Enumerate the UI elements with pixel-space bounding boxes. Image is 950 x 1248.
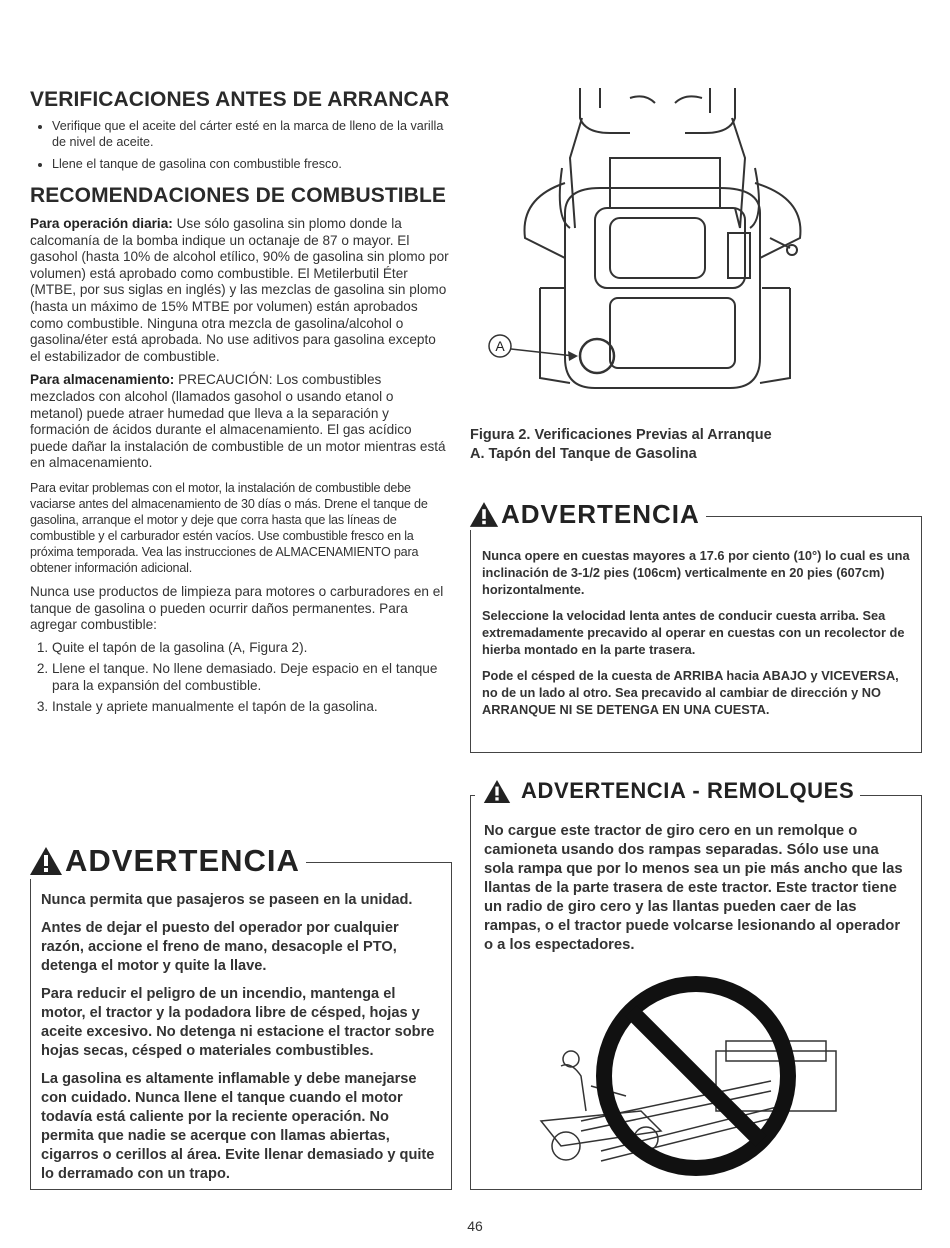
fuel-daily-paragraph (30, 216, 450, 365)
warning-box-trailers (470, 778, 922, 1190)
warning-box-slopes (470, 499, 922, 753)
fuel-storage-paragraph (30, 372, 450, 472)
warning-triangle-icon (469, 501, 499, 528)
figure-mower-fuel-cap (470, 88, 920, 418)
warning-triangle-icon (29, 846, 63, 876)
fuel-storage-text: PRECAUCIÓN: Los combustibles mezclados con alcohol (llamados gasohol o usando etanol o metanol) puede atraer humedad que lleva a la separación y formación de ácidos durante el almacenamiento. El gas acídico puede dañar la instalación de combustible de un motor mientras está en almacenamiento. (30, 372, 446, 471)
section-title-fuel: RECOMENDACIONES DE COMBUSTIBLE (30, 184, 447, 207)
warning-body-trailers: No cargue este tractor de giro cero en un remolque o camioneta usando dos rampas separadas. Sólo use una sola rampa que por lo menos sea un pie más ancho que las llantas de la parte trasera de este tractor. Este tractor tiene un radio de giro cero y las llantas pueden caer de las rampas, o el tractor puede volcarse lesionando al operador o a los espectadores. (484, 823, 903, 953)
fuel-daily-text: Use sólo gasolina sin plomo donde la calcomanía de la bomba indique un octanaje de 87 o mayor. El gasohol (hasta 10% de alcohol etílico, 90% de gasolina sin plomo por volumen) está aprobado como combustible. El Metilerbutil Éter (MTBE, por sus siglas en inglés) y las mezclas de gasolina sin plomo (hasta un máximo de 15% MTBE por volumen) están aprobados como combustible. Ninguna otra mezcla de gasolina/alcohol o gasolina/éter está aprobada. No use aditivos para gasolina excepto el estabilizador de combustible. (30, 216, 449, 364)
warning-body-operation (41, 891, 443, 1193)
fuel-storage-p2: Para evitar problemas con el motor, la instalación de combustible debe vaciarse antes del almacenamiento de 30 días o más. Drene el tanque de gasolina, arranque el motor y deje que corra hasta que las líneas de combustible y el carburador estén vacíos. Use combustible fresco en la próxima temporada. Vea las instrucciones de ALMACENAMIENTO para obtener información adicional. (30, 480, 428, 575)
figure-callout-a: A (495, 338, 505, 354)
page-number: 46 (467, 1218, 483, 1234)
fuel-storage-label: Para almacenamiento: (30, 372, 175, 388)
left-column (30, 88, 450, 721)
checks-list (30, 118, 450, 172)
warning-paragraph: Para reducir el peligro de un incendio, mantenga el motor, el tractor y la podadora libre de césped, hojas y aceite excesivo. No detenga ni estacione el tractor sobre hojas secas, césped o materiales combustibles. (41, 986, 435, 1059)
warning-title-operation: ADVERTENCIA (65, 843, 300, 878)
fuel-steps-list (30, 640, 450, 716)
warning-body-slopes (482, 547, 912, 727)
warning-title-trailers: ADVERTENCIA - REMOLQUES (521, 778, 855, 803)
checks-bullet: • Llene el tanque de gasolina con combustible fresco. (52, 156, 450, 172)
figure-caption-item: A. Tapón del Tanque de Gasolina (470, 446, 697, 462)
figure-caption (470, 426, 920, 464)
warning-paragraph: Antes de dejar el puesto del operador por cualquier razón, accione el freno de mano, desacople el PTO, detenga el motor y quite la llave. (41, 920, 399, 974)
fuel-daily-label: Para operación diaria: (30, 216, 173, 231)
mower-illustration (470, 88, 920, 418)
warning-header-trailers (475, 778, 860, 804)
warning-box-operation (30, 843, 452, 1190)
fuel-step: 3. Instale y apriete manualmente el tapón de la gasolina. (52, 699, 450, 716)
warning-paragraph: La gasolina es altamente inflamable y debe manejarse con cuidado. Nunca llene el tanque cuando el motor todavía está caliente por la reciente operación. No permita que nadie se acerque con llamas abiertas, cigarros o cerillos al área. Evite llenar demasiado y quite lo derramado con un trapo. (41, 1071, 435, 1182)
warning-paragraph: Nunca opere en cuestas mayores a 17.6 por ciento (10°) lo cual es una inclinación de 3-1/2 pies (106cm) verticalmente en 20 pies (607cm) horizontalmente. (482, 548, 910, 597)
checks-bullet: • Verifique que el aceite del cárter esté en la marca de lleno de la varilla de nivel de aceite. (52, 118, 450, 150)
warning-header-slopes (467, 499, 706, 530)
no-two-ramps-illustration (521, 971, 871, 1181)
figure-caption-title: Figura 2. Verificaciones Previas al Arranque (470, 427, 772, 443)
warning-triangle-icon (483, 779, 511, 804)
fuel-cleaning-paragraph: Nunca use productos de limpieza para motores o carburadores en el tanque de gasolina o pueden ocurrir daños permanentes. Para agregar combustible: (30, 583, 444, 633)
warning-paragraph: Pode el césped de la cuesta de ARRIBA hacia ABAJO y VICEVERSA, no de un lado al otro. Sea precavido al cambiar de dirección y NO ARRANQUE NI SE DETENGA EN UNA CUESTA. (482, 668, 899, 717)
warning-paragraph: Nunca permita que pasajeros se paseen en la unidad. (41, 892, 413, 908)
section-title-checks: VERIFICACIONES ANTES DE ARRANCAR (30, 88, 450, 111)
warning-paragraph: Seleccione la velocidad lenta antes de conducir cuesta arriba. Sea extremadamente precavido al operar en cuestas con un recolector de hierba montado en la parte trasera. (482, 608, 905, 657)
fuel-step: 2. Llene el tanque. No llene demasiado. Deje espacio en el tanque para la expansión del combustible. (52, 661, 450, 694)
warning-title-slopes: ADVERTENCIA (501, 499, 700, 529)
fuel-step: 1. Quite el tapón de la gasolina (A, Figura 2). (52, 640, 450, 657)
warning-header-operation (27, 843, 306, 879)
